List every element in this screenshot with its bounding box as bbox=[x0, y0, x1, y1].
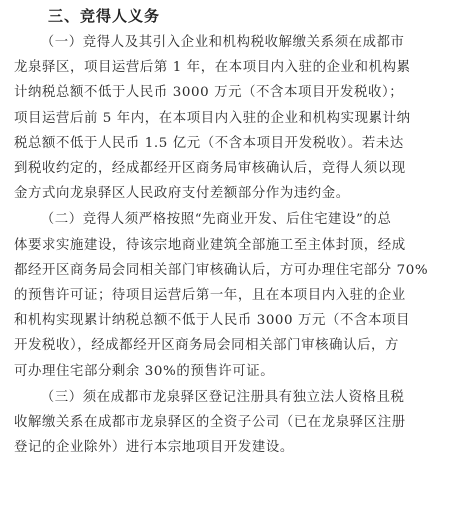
paragraph-line: 金方式向龙泉驿区人民政府支付差额部分作为违约金。 bbox=[14, 186, 350, 202]
paragraph-line: 和机构实现累计纳税总额不低于人民币 3000 万元（不含本项目 bbox=[14, 313, 410, 329]
paragraph-line: 可办理住宅部分剩余 30%的预售许可证。 bbox=[14, 363, 275, 379]
paragraph-obligation-2 bbox=[14, 207, 458, 383]
section-heading: 三、竞得人义务 bbox=[48, 7, 161, 25]
paragraph-line: 计纳税总额不低于人民币 3000 万元（不含本项目开发税收）； bbox=[14, 85, 404, 101]
paragraph-line: （三）须在成都市龙泉驿区登记注册具有独立法人资格且税 bbox=[40, 389, 405, 405]
paragraph-line: 项目运营后前 5 年内，在本项目内入驻的企业和机构实现累计纳 bbox=[14, 110, 411, 126]
paragraph-line: 到税收约定的，经成都经开区商务局审核确认后，竞得人须以现 bbox=[14, 161, 406, 177]
paragraph-line: 税总额不低于人民币 1.5 亿元（不含本项目开发税收）。若未达 bbox=[14, 135, 404, 151]
paragraph-line: （二）竞得人须严格按照“先商业开发、后住宅建设”的总 bbox=[40, 212, 392, 228]
paragraph-line: 的预售许可证；待项目运营后第一年，且在本项目内入驻的企业 bbox=[14, 288, 406, 304]
paragraph-line: 体要求实施建设，待该宗地商业建筑全部施工至主体封顶，经成 bbox=[14, 237, 406, 253]
paragraph-line: 登记的企业除外）进行本宗地项目开发建设。 bbox=[14, 440, 294, 456]
paragraph-line: 都经开区商务局会同相关部门审核确认后，方可办理住宅部分 70% bbox=[14, 262, 429, 278]
paragraph-obligation-1 bbox=[14, 30, 458, 206]
paragraph-obligation-3 bbox=[14, 385, 458, 461]
paragraph-line: （一）竞得人及其引入企业和机构税收解缴关系须在成都市 bbox=[40, 35, 405, 50]
paragraph-line: 开发税收），经成都经开区商务局会同相关部门审核确认后，方 bbox=[14, 338, 400, 354]
paragraph-line: 收解缴关系在成都市龙泉驿区的全资子公司（已在龙泉驿区注册 bbox=[14, 415, 406, 431]
paragraph-line: 龙泉驿区，项目运营后第 1 年，在本项目内入驻的企业和机构累 bbox=[14, 60, 411, 76]
